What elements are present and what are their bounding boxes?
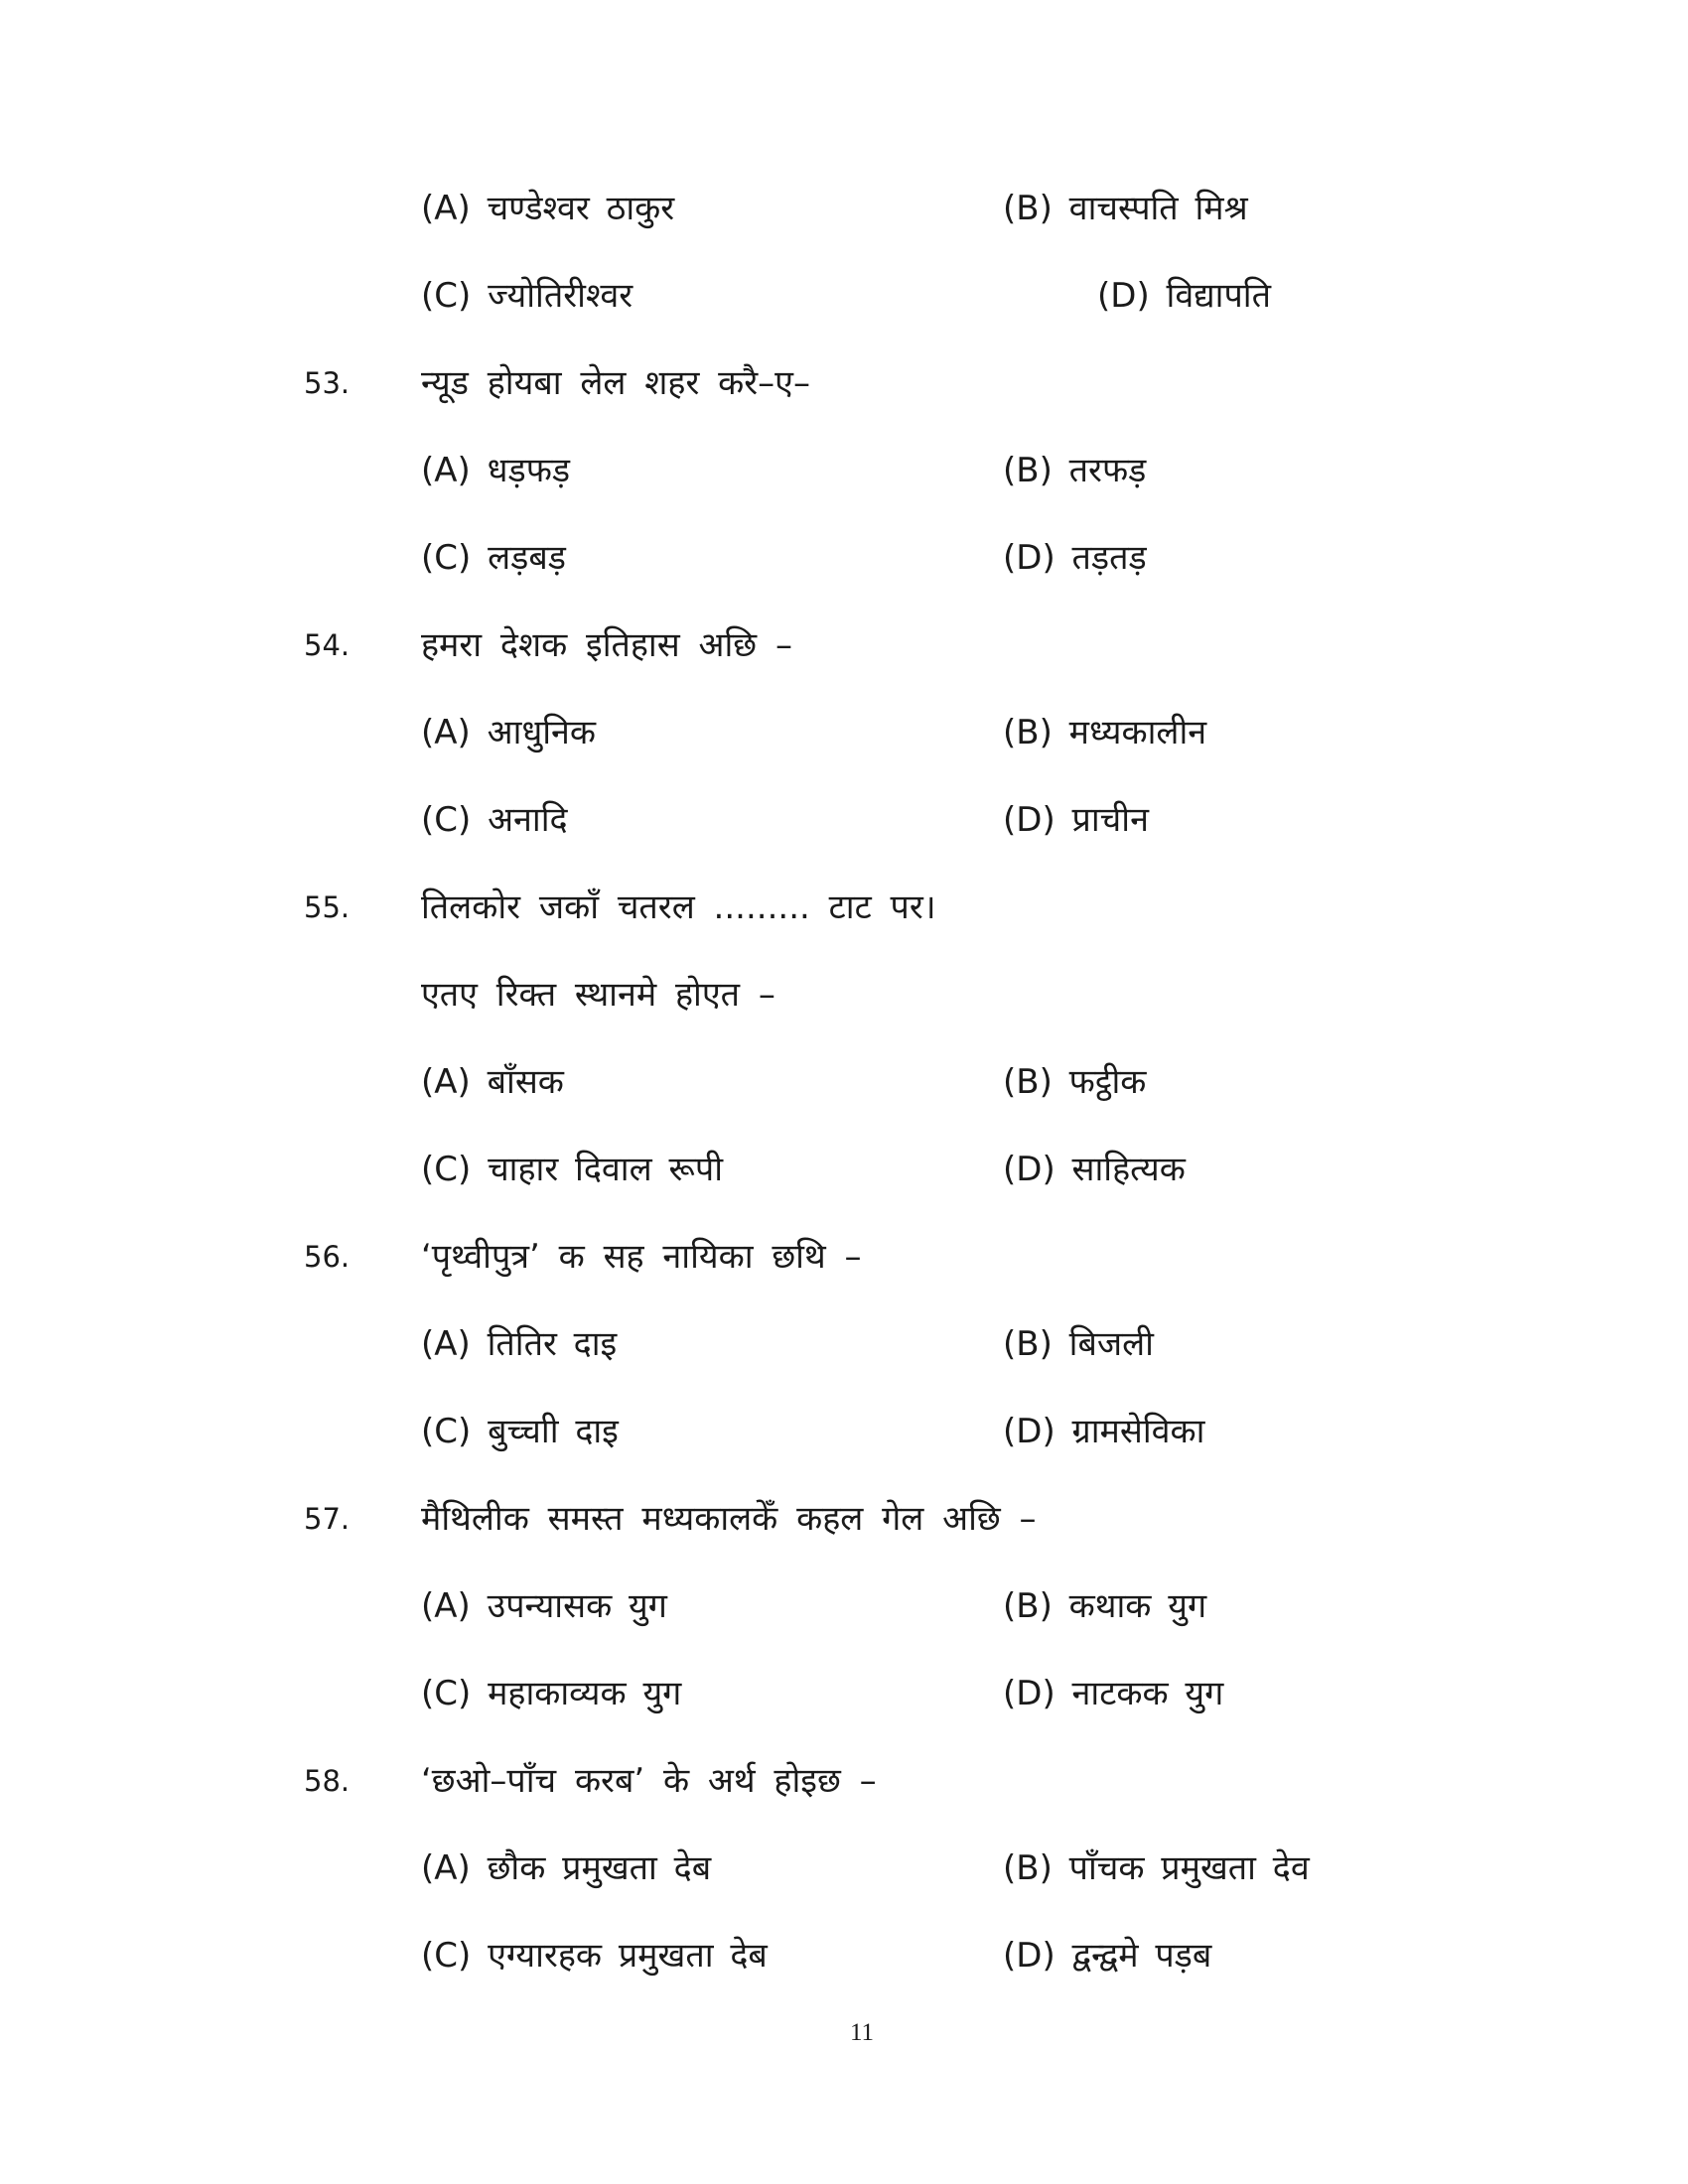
option-a: (A) उपन्यासक युग xyxy=(421,1586,667,1626)
option-c: (C) एग्यारहक प्रमुखता देब xyxy=(421,1936,768,1976)
option-row xyxy=(0,1314,1688,1374)
option-b: (B) पाँचक प्रमुखता देव xyxy=(1003,1848,1310,1888)
option-a: (A) बाँसक xyxy=(421,1062,564,1102)
option-row xyxy=(0,179,1688,238)
option-row xyxy=(0,703,1688,762)
option-a: (A) धड़फड़ xyxy=(421,451,571,490)
question-number: 58. xyxy=(304,1764,351,1798)
option-row xyxy=(0,1926,1688,1985)
option-b: (B) मध्यकालीन xyxy=(1003,713,1207,752)
option-row xyxy=(0,528,1688,588)
question-number: 57. xyxy=(304,1502,351,1536)
option-c: (C) लड़बड़ xyxy=(421,538,566,578)
option-row xyxy=(0,1576,1688,1636)
question-58 xyxy=(0,1751,1688,1811)
option-row xyxy=(0,1839,1688,1898)
option-d: (D) द्वन्द्वमे पड़ब xyxy=(1003,1936,1212,1976)
option-c: (C) बुच्चाी दाइ xyxy=(421,1412,619,1451)
option-c: (C) महाकाव्यक युग xyxy=(421,1674,682,1713)
question-number: 56. xyxy=(304,1240,351,1274)
option-c: (C) ज्योतिरीश्वर xyxy=(421,276,633,316)
question-text-continued: एतए रिक्त स्थानमे होएत – xyxy=(421,975,775,1015)
question-number: 54. xyxy=(304,628,351,662)
option-row xyxy=(0,1140,1688,1199)
option-b: (B) कथाक युग xyxy=(1003,1586,1207,1626)
question-text: ‘पृथ्वीपुत्र’ क सह नायिका छथि – xyxy=(421,1237,862,1277)
option-b: (B) बिजली xyxy=(1003,1324,1154,1364)
option-a: (A) छौक प्रमुखता देब xyxy=(421,1848,712,1888)
option-b: (B) तरफड़ xyxy=(1003,451,1147,490)
question-55-line-2 xyxy=(0,965,1688,1024)
option-c: (C) चाहार दिवाल रूपी xyxy=(421,1150,724,1189)
question-text: न्यूड होयबा लेल शहर करै–ए– xyxy=(421,363,810,403)
question-57 xyxy=(0,1489,1688,1549)
option-d: (D) नाटकक युग xyxy=(1003,1674,1224,1713)
option-d: (D) विद्यापति xyxy=(1097,276,1271,316)
option-d: (D) ग्रामसेविका xyxy=(1003,1412,1205,1451)
question-55 xyxy=(0,878,1688,937)
option-row xyxy=(0,790,1688,850)
option-row xyxy=(0,441,1688,500)
option-row xyxy=(0,1402,1688,1461)
question-number: 53. xyxy=(304,366,351,400)
question-56 xyxy=(0,1227,1688,1287)
question-text: ‘छओ–पाँच करब’ के अर्थ होइछ – xyxy=(421,1761,877,1801)
option-row xyxy=(0,266,1688,326)
option-b: (B) फट्ठीक xyxy=(1003,1062,1147,1102)
question-54 xyxy=(0,615,1688,675)
option-row xyxy=(0,1664,1688,1723)
question-number: 55. xyxy=(304,890,351,924)
option-d: (D) साहित्यक xyxy=(1003,1150,1186,1189)
option-d: (D) प्राचीन xyxy=(1003,800,1149,840)
page-number: 11 xyxy=(849,2019,875,2046)
option-a: (A) तितिर दाइ xyxy=(421,1324,618,1364)
option-b: (B) वाचस्पति मिश्र xyxy=(1003,189,1248,228)
question-text: तिलकोर जकाँ चतरल ......... टाट पर। xyxy=(421,887,936,927)
option-row xyxy=(0,1052,1688,1112)
question-53 xyxy=(0,353,1688,413)
option-c: (C) अनादि xyxy=(421,800,568,840)
question-text: मैथिलीक समस्त मध्यकालकेँ कहल गेल अछि – xyxy=(421,1499,1037,1539)
question-text: हमरा देशक इतिहास अछि – xyxy=(421,625,792,665)
option-a: (A) आधुनिक xyxy=(421,713,597,752)
option-d: (D) तड़तड़ xyxy=(1003,538,1147,578)
option-a: (A) चण्डेश्वर ठाकुर xyxy=(421,189,675,228)
